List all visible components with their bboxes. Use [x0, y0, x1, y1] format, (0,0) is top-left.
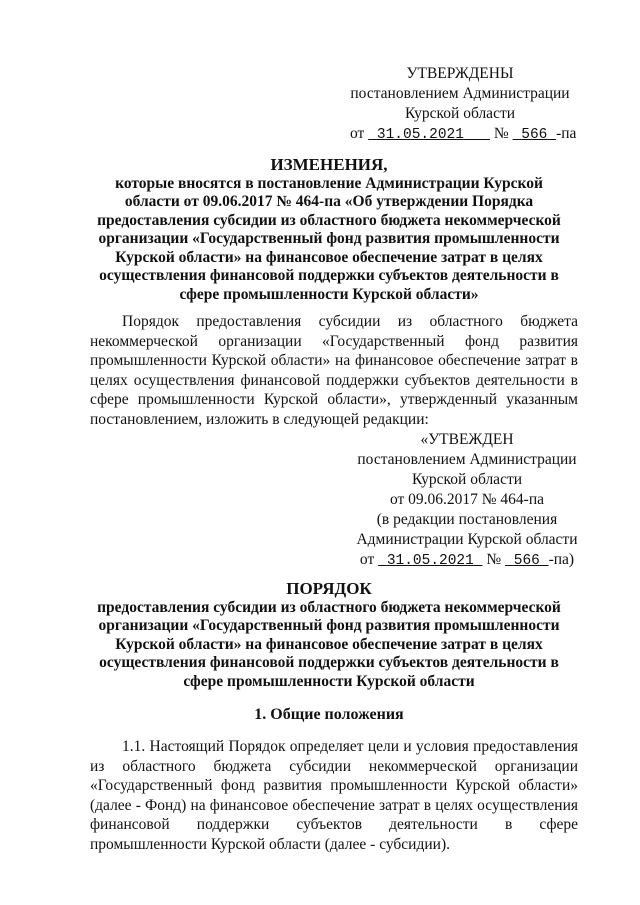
approval-date: 31.05.2021: [376, 127, 464, 143]
approval-block-quoted: [350, 430, 584, 571]
approval-original-date: от 09.06.2017 № 464-па: [389, 491, 545, 508]
order-title: [90, 580, 568, 691]
approval-authority: постановлением Администрации: [357, 451, 577, 468]
intro-paragraph: Порядок предоставления субсидии из областного бюджета некоммерческой организации «Государственный фонд развития промышленности Курской области» на финансовое обеспечение затрат в целях осуществления финансовой поддержки субъектов деятельности в сфере промышленности Курской области», утвержденный указанным постановлением, изложить в следующей редакции:: [90, 313, 578, 428]
order-subtitle: предоставления субсидии из областного бюджета некоммерческой организации «Государственный фонд развития промышленности Курской области» на финансовое обеспечение затрат в целях осуществления финансовой поддержки субъектов деятельности в сфере промышленности Курской области: [97, 598, 561, 690]
approval-number: 566: [513, 553, 540, 569]
approval-authority: постановлением Администрации: [350, 85, 570, 102]
number-prefix: №: [493, 125, 509, 142]
order-heading: ПОРЯДОК: [286, 579, 372, 598]
approval-revision-authority: Администрации Курской области: [356, 531, 578, 548]
date-prefix: от: [359, 551, 375, 568]
approval-revision-note: (в редакции постановления: [376, 511, 558, 528]
number-prefix: №: [486, 551, 502, 568]
approval-date-line: [350, 550, 584, 571]
approval-date-line: [350, 124, 577, 145]
approval-suffix: -па): [548, 551, 575, 568]
approval-region: Курской области: [411, 471, 523, 488]
changes-heading: ИЗМЕНЕНИЯ,: [270, 155, 388, 174]
approval-title: УТВЕРЖДЕНЫ: [406, 65, 514, 82]
paragraph-1-1: 1.1. Настоящий Порядок определяет цели и условия предоставления из областного бюджета субсидии некоммерческой организации «Государственный фонд развития промышленности Курской области» (далее - Фонд) на финансовое обеспечение затрат в целях осуществления финансовой поддержки субъектов деятельности в сфере промышленности Курской области (далее - субсидии).: [90, 738, 578, 853]
approval-suffix: -па: [556, 125, 577, 142]
changes-title: [90, 156, 568, 304]
changes-subtitle: которые вносятся в постановление Администрации Курской области от 09.06.2017 № 464-па «Об утверждении Порядка предоставления субсидии из областного бюджета некоммерческой организации «Государственный фонд развития промышленности Курской области» на финансовое обеспечение затрат в целях осуществления финансовой поддержки субъектов деятельности в сфере промышленности Курской области»: [97, 174, 561, 303]
section-heading: 1. Общие положения: [254, 706, 404, 723]
approval-title: «УТВЕЖДЕН: [420, 431, 514, 448]
date-prefix: от: [350, 125, 365, 142]
approval-region: Курской области: [404, 105, 516, 122]
approval-block: [350, 64, 577, 145]
approval-number: 566: [521, 127, 548, 143]
approval-date: 31.05.2021: [386, 553, 474, 569]
